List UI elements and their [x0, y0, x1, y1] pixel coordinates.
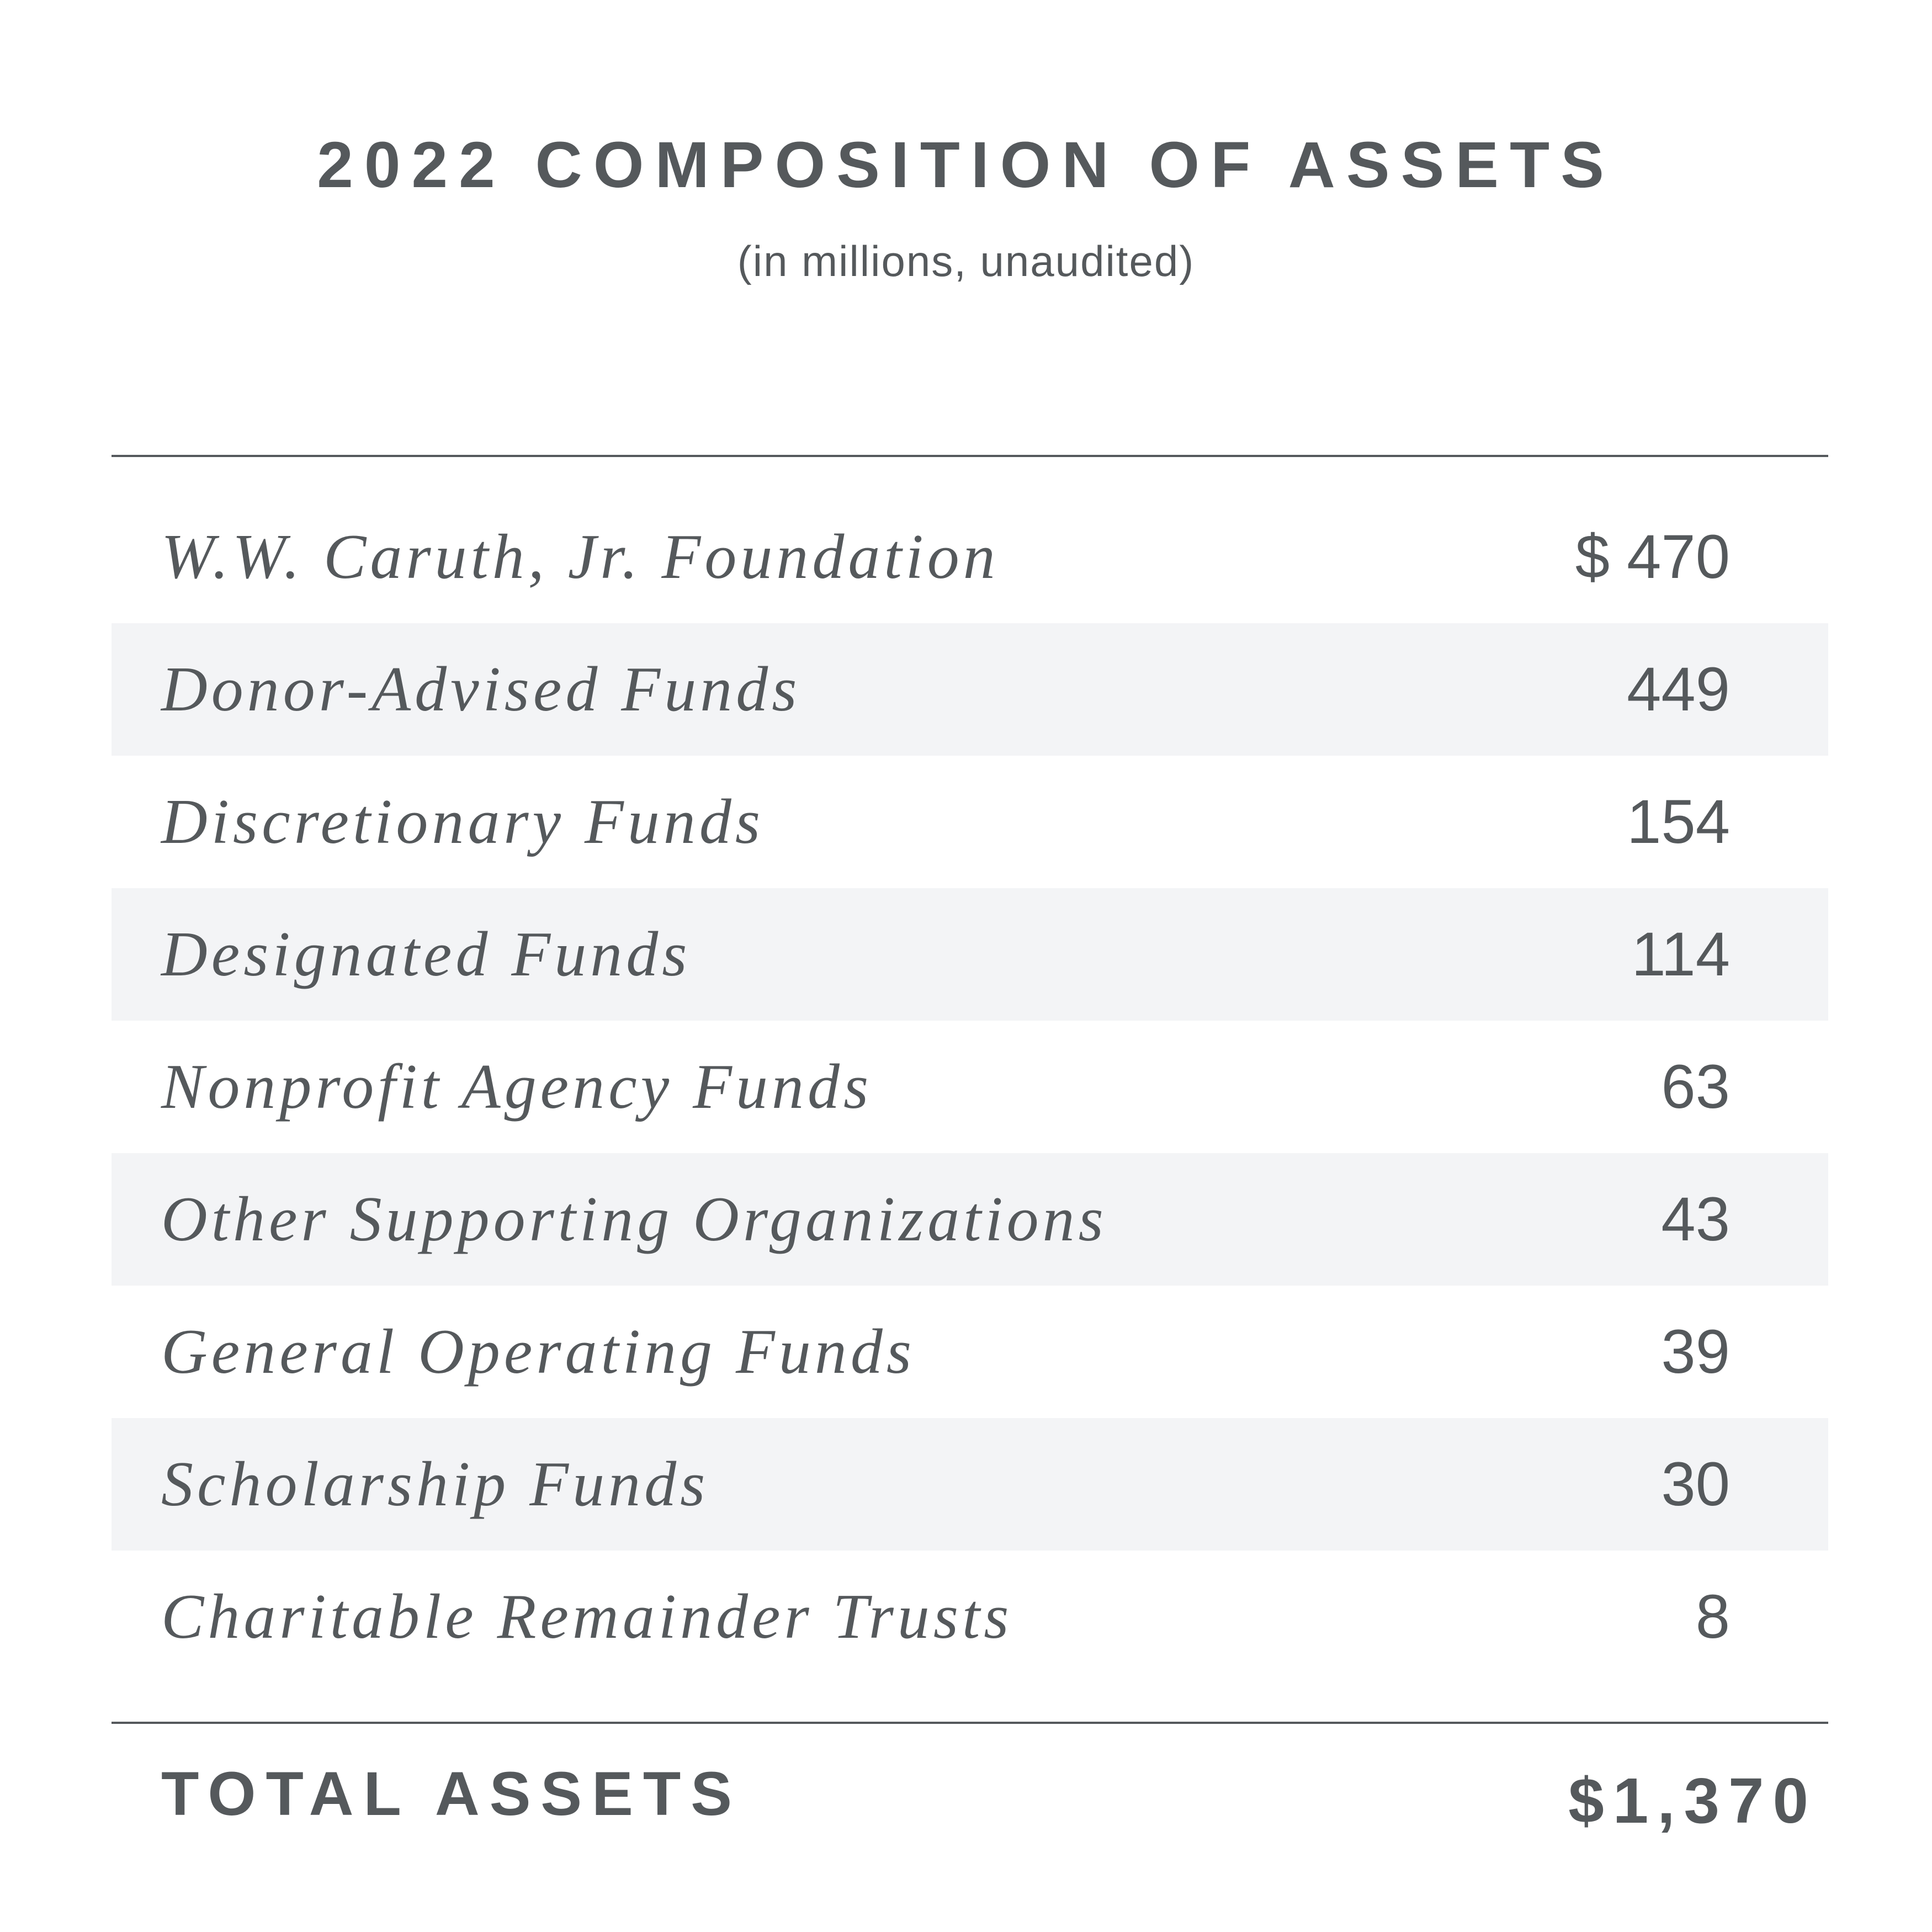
page-title: 2022 COMPOSITION OF ASSETS [317, 129, 1615, 201]
row-label: Scholarship Funds [161, 1449, 709, 1520]
row-value: 449 [1627, 655, 1730, 724]
top-divider [112, 455, 1828, 457]
row-label: General Operating Funds [161, 1317, 915, 1387]
total-value: $1,370 [1568, 1765, 1817, 1837]
row-value: 30 [1661, 1450, 1730, 1519]
table-row [112, 1418, 1828, 1551]
table-row [112, 1153, 1828, 1286]
row-value: 154 [1627, 787, 1730, 856]
total-label: TOTAL ASSETS [161, 1759, 742, 1828]
table-row [112, 1021, 1828, 1153]
row-value: 63 [1661, 1052, 1730, 1121]
assets-table [112, 491, 1828, 1683]
bottom-divider [112, 1722, 1828, 1724]
row-label: Charitable Remainder Trusts [161, 1581, 1013, 1652]
row-value: 114 [1631, 920, 1730, 989]
row-value: 8 [1695, 1582, 1730, 1651]
row-label: Designated Funds [161, 919, 691, 990]
row-value: 43 [1661, 1185, 1730, 1254]
row-value: $ 470 [1575, 522, 1730, 591]
row-label: Discretionary Funds [161, 787, 765, 857]
page-subtitle: (in millions, unaudited) [737, 237, 1195, 285]
table-row [112, 1551, 1828, 1683]
row-label: Nonprofit Agency Funds [161, 1052, 873, 1122]
row-label: W.W. Caruth, Jr. Foundation [161, 522, 999, 592]
row-label: Other Supporting Organizations [161, 1184, 1107, 1255]
table-row [112, 888, 1828, 1021]
row-value: 39 [1661, 1317, 1730, 1386]
row-label: Donor-Advised Funds [161, 654, 801, 725]
table-row [112, 756, 1828, 888]
table-row [112, 1286, 1828, 1418]
table-row [112, 491, 1828, 623]
table-row [112, 623, 1828, 756]
